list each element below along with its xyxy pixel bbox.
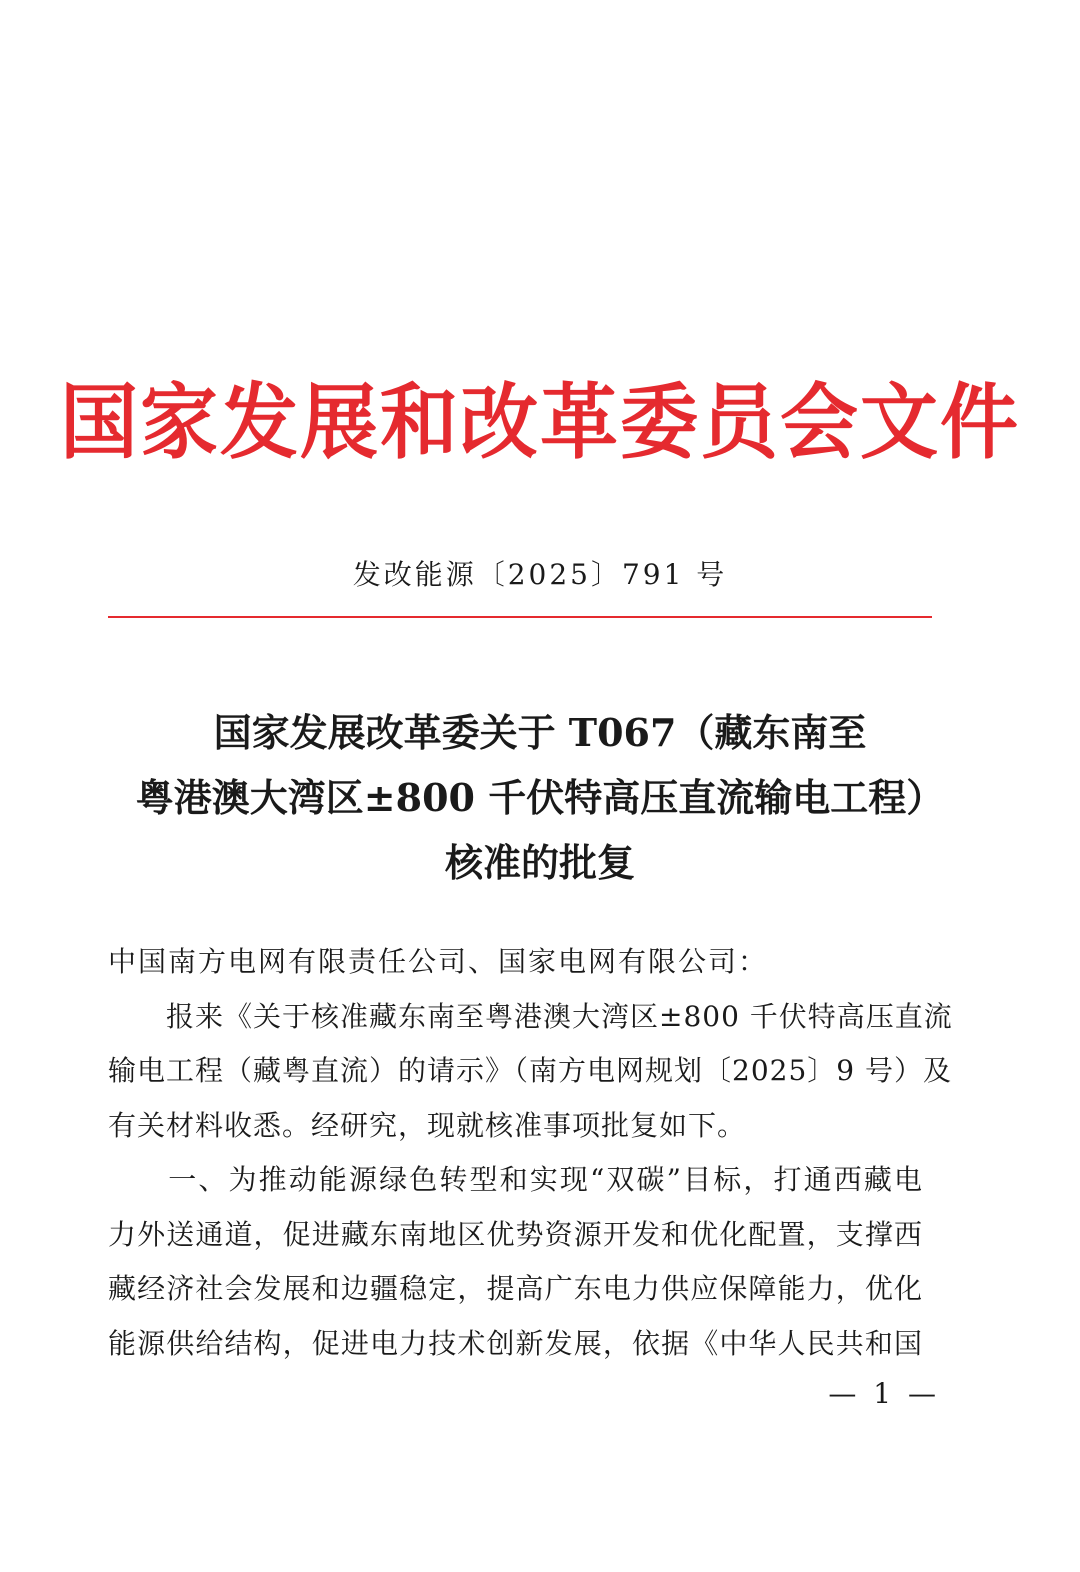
paragraph-2-line-2: 力外送通道，促进藏东南地区优势资源开发和优化配置，支撑西: [108, 1217, 923, 1251]
paragraph-2-line-4: 能源供给结构，促进电力技术创新发展，依据《中华人民共和国: [108, 1326, 923, 1360]
paragraph-1: [108, 990, 953, 1154]
title-line-3: 核准的批复: [444, 840, 635, 885]
paragraph-1-line-2: 输电工程（藏粤直流）的请示》（南方电网规划〔2025〕9 号）及: [108, 1054, 952, 1087]
paragraph-2-line-3: 藏经济社会发展和边疆稳定，提高广东电力供应保障能力，优化: [108, 1272, 923, 1305]
paragraph-1-line-1: 报来《关于核准藏东南至粤港澳大湾区±800 千伏特高压直流: [108, 999, 953, 1033]
title-line-2: 粤港澳大湾区±800 千伏特高压直流输电工程）: [135, 775, 945, 820]
paragraph-1-line-3: 有关材料收悉。经研究，现就核准事项批复如下。: [108, 1108, 747, 1142]
document-number: 发改能源〔2025〕791 号: [352, 558, 728, 591]
title-line-1: 国家发展改革委关于 T067（藏东南至: [213, 710, 867, 755]
paragraph-2: [108, 1153, 923, 1371]
document-title: [60, 700, 1020, 895]
addressee-line: 中国南方电网有限责任公司、国家电网有限公司：: [108, 945, 769, 978]
masthead-title: 国家发展和改革委员会文件: [59, 374, 1020, 471]
red-divider-rule: [108, 616, 932, 618]
paragraph-2-line-1: 一、为推动能源绿色转型和实现“双碳”目标，打通西藏电: [108, 1163, 923, 1196]
page-number: — 1 —: [828, 1377, 940, 1410]
document-body: [108, 935, 953, 1371]
